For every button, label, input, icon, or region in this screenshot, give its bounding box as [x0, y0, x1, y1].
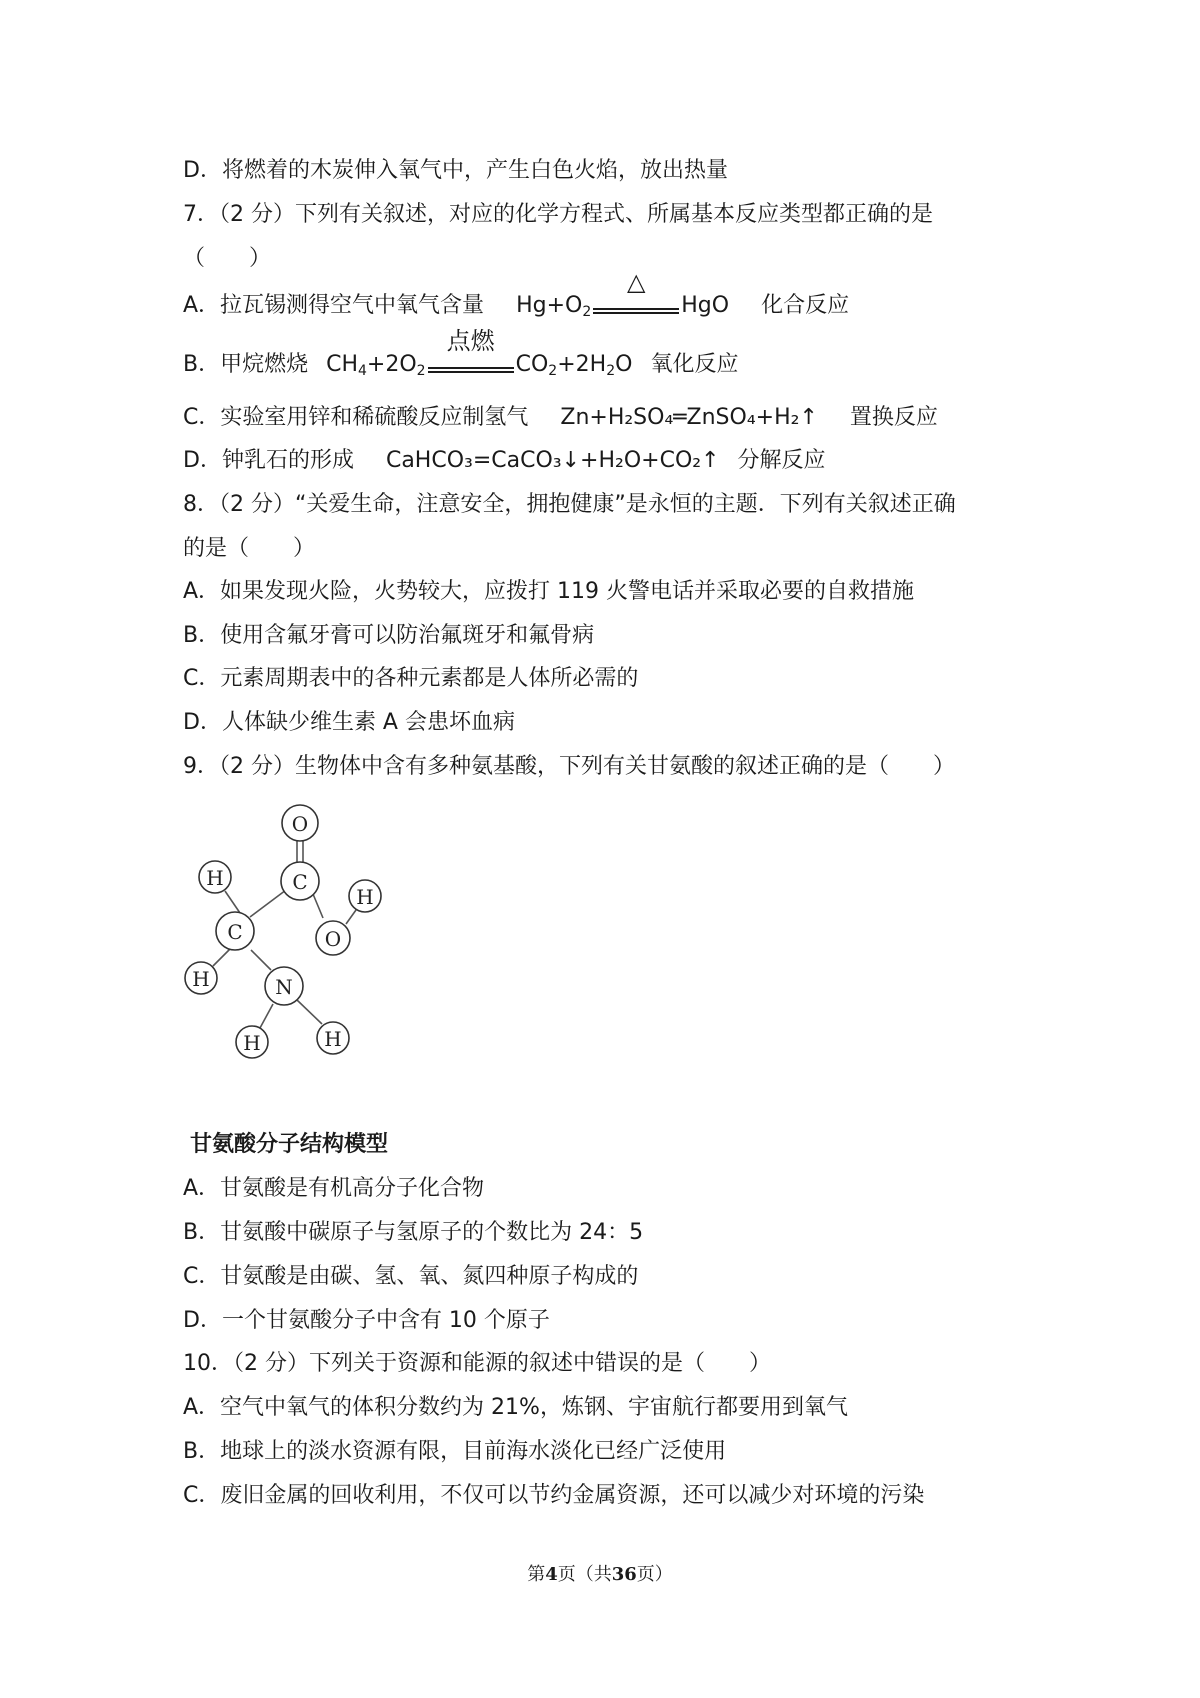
q7-option-b [183, 327, 739, 386]
q8-option-d: D．人体缺少维生素 A 会患坏血病 [183, 710, 515, 735]
heat-condition: △ [627, 268, 646, 296]
q9-option-c: C．甘氨酸是由碳、氢、氧、氮四种原子构成的 [183, 1264, 639, 1289]
q7a-eq-sign [593, 268, 679, 321]
q7a-eq-right: HgO [681, 293, 730, 318]
atom-label: N [275, 975, 293, 999]
q7a-text: A．拉瓦锡测得空气中氧气含量 [183, 293, 485, 318]
footer-prefix: 第 [527, 1564, 546, 1585]
q9-option-b: B．甘氨酸中碳原子与氢原子的个数比为 24：5 [183, 1220, 644, 1245]
q7b-type: 氧化反应 [650, 352, 739, 377]
q8-stem: 8．（2 分）“关爱生命，注意安全，拥抱健康”是永恒的主题．下列有关叙述正确 [183, 492, 956, 517]
q7d-type: 分解反应 [737, 448, 826, 473]
q6-option-d: D．将燃着的木炭伸入氧气中，产生白色火焰，放出热量 [183, 158, 728, 183]
atom-label: O [324, 927, 342, 951]
q10-option-c: C．废旧金属的回收利用，不仅可以节约金属资源，还可以减少对环境的污染 [183, 1483, 925, 1508]
q9-option-a: A．甘氨酸是有机高分子化合物 [183, 1176, 485, 1201]
q7d-text: D．钟乳石的形成 [183, 448, 354, 473]
ignite-condition: 点燃 [446, 327, 495, 355]
page-number: 4 [545, 1564, 558, 1585]
total-pages: 36 [611, 1564, 637, 1585]
q9-stem: 9．（2 分）生物体中含有多种氨基酸，下列有关甘氨酸的叙述正确的是（ ） [183, 754, 955, 779]
q10-option-b: B．地球上的淡水资源有限，目前海水淡化已经广泛使用 [183, 1439, 727, 1464]
q7-stem: 7．（2 分）下列有关叙述，对应的化学方程式、所属基本反应类型都正确的是 [183, 202, 933, 227]
atom-label: H [356, 885, 374, 909]
q7b-eq-right: $CO_2+2H_2O$ [515, 352, 633, 379]
q10-option-a: A．空气中氧气的体积分数约为 21%，炼钢、宇宙航行都要用到氧气 [183, 1395, 848, 1420]
q7c-text: C．实验室用锌和稀硫酸反应制氢气 [183, 405, 529, 430]
q9-option-d: D．一个甘氨酸分子中含有 10 个原子 [183, 1308, 550, 1333]
q7b-eq-sign [428, 327, 514, 380]
page-footer [0, 1560, 1200, 1586]
footer-middle: 页（共 [557, 1564, 612, 1585]
atom-label: H [206, 866, 224, 890]
atom-label: H [243, 1031, 261, 1055]
q10-stem: 10．（2 分）下列关于资源和能源的叙述中错误的是（ ） [183, 1351, 771, 1376]
atom-label: C [227, 920, 243, 944]
atom-label: H [192, 967, 210, 991]
q7-option-a [183, 268, 850, 327]
atom-label: O [291, 812, 309, 836]
q7d-eq: CaHCO₃=CaCO₃↓+H₂O+CO₂↑ [385, 448, 720, 473]
q7c-eq: Zn+H₂SO₄═ZnSO₄+H₂↑ [560, 405, 818, 430]
q8-option-b: B．使用含氟牙膏可以防治氟斑牙和氟骨病 [183, 623, 595, 648]
q8-option-a: A．如果发现火险，火势较大，应拨打 119 火警电话并采取必要的自救措施 [183, 579, 915, 604]
q7b-eq-left: $CH_4+2O_2$ [326, 352, 426, 379]
q7-option-d [183, 446, 826, 476]
q8-option-c: C．元素周期表中的各种元素都是人体所必需的 [183, 666, 639, 691]
atom-label: C [292, 870, 308, 894]
q8-stem-cont: 的是（ ） [183, 536, 316, 561]
q7a-eq-left: $Hg+O_2$ [516, 293, 592, 320]
atom-label: H [324, 1027, 342, 1051]
molecule-caption: 甘氨酸分子结构模型 [190, 1132, 389, 1157]
q7-option-c [183, 403, 938, 433]
q7b-text: B．甲烷燃烧 [183, 352, 309, 377]
q7c-type: 置换反应 [849, 405, 938, 430]
glycine-molecule-diagram [180, 800, 420, 1120]
footer-suffix: 页） [636, 1564, 673, 1585]
q7-paren: （ ） [183, 246, 272, 271]
q7a-type: 化合反应 [761, 293, 850, 318]
